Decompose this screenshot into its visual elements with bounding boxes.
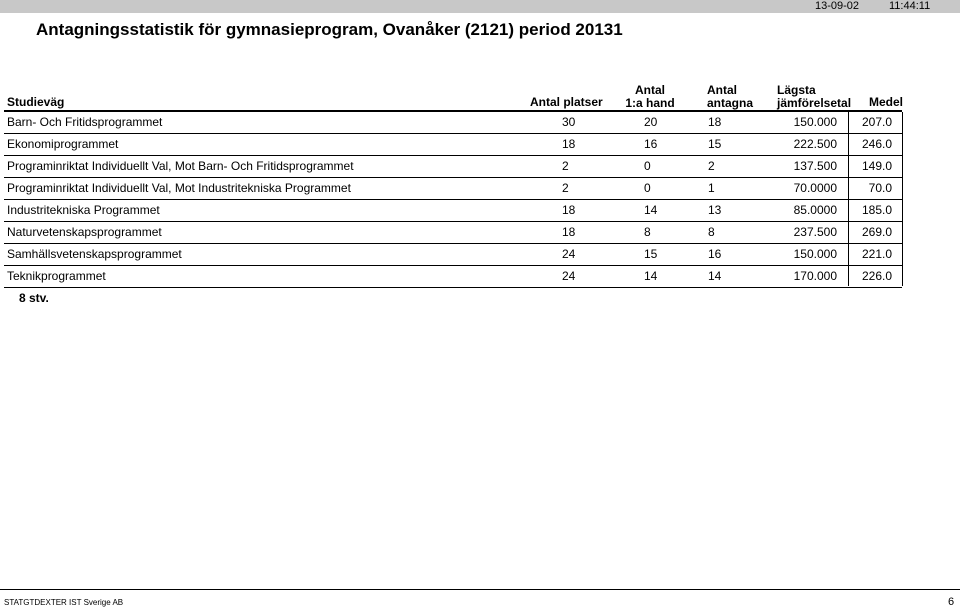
row-antal-antagna: 1 [708, 181, 715, 195]
row-name: Teknikprogrammet [7, 269, 106, 283]
column-header-antal-ahand-line1: Antal [635, 83, 665, 97]
report-date: 13-09-02 [815, 0, 860, 12]
row-medel: 185.0 [861, 203, 892, 217]
row-rule [4, 287, 902, 288]
table-row [0, 112, 960, 134]
row-lagsta: 70.0000 [793, 181, 837, 195]
row-antal-platser: 30 [562, 115, 576, 129]
row-antal-antagna: 13 [708, 203, 722, 217]
row-medel: 70.0 [868, 181, 892, 195]
row-lagsta: 85.0000 [793, 203, 837, 217]
row-lagsta: 222.500 [793, 137, 837, 151]
table-row [0, 244, 960, 266]
row-antal-ahand: 16 [644, 137, 658, 151]
row-antal-platser: 2 [562, 181, 569, 195]
row-name: Programinriktat Individuellt Val, Mot Industritekniska Programmet [7, 181, 351, 195]
report-time: 11:44:11 [889, 0, 931, 12]
table-row [0, 178, 960, 200]
row-antal-ahand: 8 [644, 225, 651, 239]
column-header-antal-ahand [612, 84, 688, 110]
row-name: Ekonomiprogrammet [7, 137, 119, 151]
row-antal-antagna: 16 [708, 247, 722, 261]
row-antal-ahand: 0 [644, 159, 651, 173]
row-antal-antagna: 2 [708, 159, 715, 173]
row-antal-platser: 24 [562, 269, 576, 283]
row-antal-platser: 18 [562, 137, 576, 151]
row-lagsta: 137.500 [793, 159, 837, 173]
table-row [0, 156, 960, 178]
column-header-antal-antagna-line1: Antal [707, 83, 737, 97]
row-lagsta: 150.000 [793, 247, 837, 261]
column-header-antal-antagna [707, 84, 753, 110]
page-number: 6 [948, 596, 955, 608]
row-name: Samhällsvetenskapsprogrammet [7, 247, 182, 261]
study-path-count: 8 stv. [19, 291, 49, 305]
table-row [0, 134, 960, 156]
row-antal-ahand: 20 [644, 115, 658, 129]
row-lagsta: 237.500 [793, 225, 837, 239]
row-name: Industritekniska Programmet [7, 203, 160, 217]
row-name: Barn- Och Fritidsprogrammet [7, 115, 163, 129]
row-antal-antagna: 14 [708, 269, 722, 283]
row-medel: 221.0 [861, 247, 892, 261]
row-medel: 226.0 [861, 269, 892, 283]
row-medel: 269.0 [861, 225, 892, 239]
row-antal-ahand: 14 [644, 269, 658, 283]
row-name: Programinriktat Individuellt Val, Mot Barn- Och Fritidsprogrammet [7, 159, 354, 173]
row-antal-antagna: 18 [708, 115, 722, 129]
row-name: Naturvetenskapsprogrammet [7, 225, 162, 239]
column-header-antal-platser: Antal platser [530, 95, 603, 109]
column-header-lagsta-line2: jämförelsetal [777, 96, 852, 110]
footer-brand: STATGTDEXTER IST Sverige AB [4, 598, 124, 607]
column-header-lagsta-jamforelsetal [777, 84, 851, 110]
row-antal-ahand: 14 [644, 203, 658, 217]
row-antal-platser: 18 [562, 225, 576, 239]
footer-rule [0, 589, 960, 590]
row-medel: 149.0 [861, 159, 892, 173]
top-bar [0, 0, 960, 13]
column-header-medel: Medel [869, 95, 904, 109]
column-header-studievag: Studieväg [7, 95, 65, 109]
table-row [0, 200, 960, 222]
page-title: Antagningsstatistik för gymnasieprogram, Ovanåker (2121) period 20131 [36, 20, 623, 39]
row-antal-platser: 2 [562, 159, 569, 173]
column-header-antal-ahand-line2: 1:a hand [625, 96, 675, 110]
table-row [0, 266, 960, 288]
table-row [0, 222, 960, 244]
row-antal-ahand: 0 [644, 181, 651, 195]
row-antal-antagna: 8 [708, 225, 715, 239]
row-antal-platser: 24 [562, 247, 576, 261]
row-antal-ahand: 15 [644, 247, 658, 261]
row-lagsta: 150.000 [793, 115, 837, 129]
column-header-lagsta-line1: Lägsta [777, 83, 816, 97]
row-antal-antagna: 15 [708, 137, 722, 151]
row-medel: 246.0 [861, 137, 892, 151]
row-medel: 207.0 [861, 115, 892, 129]
column-header-antal-antagna-line2: antagna [707, 96, 754, 110]
row-lagsta: 170.000 [793, 269, 837, 283]
row-antal-platser: 18 [562, 203, 576, 217]
